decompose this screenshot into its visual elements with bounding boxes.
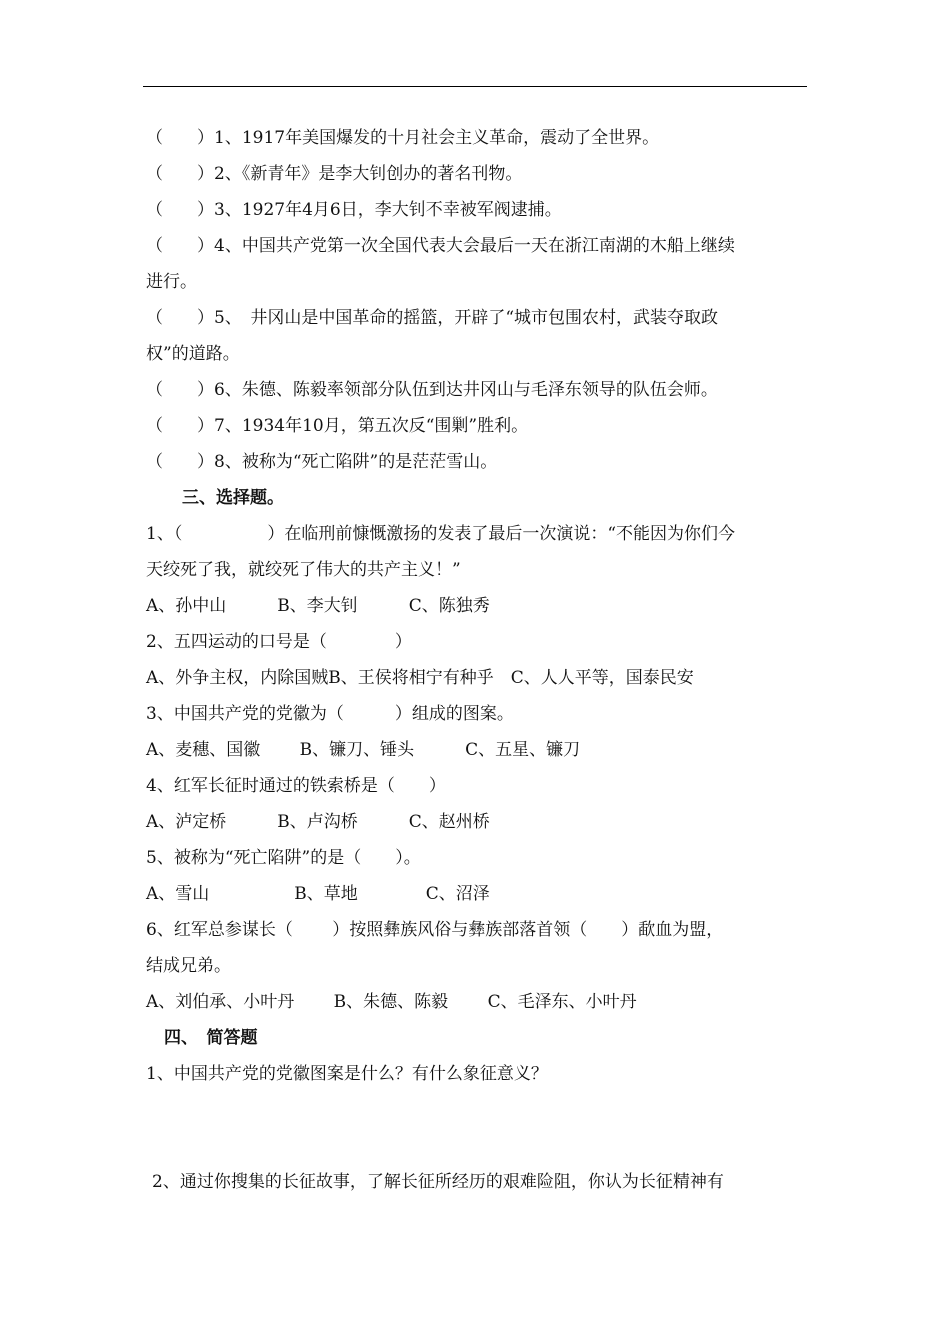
tf-item-7: （ ）7、1934年10月，第五次反“围剿”胜利。 [146, 416, 529, 436]
tf-item-4: （ ）4、中国共产党第一次全国代表大会最后一天在浙江南湖的木船上继续 [146, 236, 735, 256]
short-answer-q2: 2、通过你搜集的长征故事，了解长征所经历的艰难险阻，你认为长征精神有 [152, 1172, 724, 1192]
choice-q2-options: A、外争主权，内除国贼B、王侯将相宁有种乎 C、人人平等，国泰民安 [146, 668, 694, 688]
choice-q3-options: A、麦穗、国徽 B、镰刀、锤头 C、五星、镰刀 [146, 740, 581, 760]
short-answer-heading: 四、 简答题 [164, 1028, 258, 1048]
choice-q6-options: A、刘伯承、小叶丹 B、朱德、陈毅 C、毛泽东、小叶丹 [146, 992, 637, 1012]
choice-heading: 三、选择题。 [182, 488, 284, 508]
tf-item-1: （ ）1、1917年美国爆发的十月社会主义革命，震动了全世界。 [146, 128, 660, 148]
choice-q1-options: A、孙中山 B、李大钊 C、陈独秀 [146, 596, 490, 616]
choice-q6-cont: 结成兄弟。 [146, 956, 231, 976]
header-rule [143, 86, 807, 87]
tf-item-5-cont: 权”的道路。 [146, 344, 240, 364]
tf-item-8: （ ）8、被称为“死亡陷阱”的是茫茫雪山。 [146, 452, 498, 472]
choice-q5-options: A、雪山 B、草地 C、沼泽 [146, 884, 490, 904]
tf-item-6: （ ）6、朱德、陈毅率领部分队伍到达井冈山与毛泽东领导的队伍会师。 [146, 380, 718, 400]
choice-q2: 2、五四运动的口号是（ ） [146, 632, 412, 652]
choice-q6: 6、红军总参谋长（ ）按照彝族风俗与彝族部落首领（ ）歃血为盟， [146, 920, 724, 940]
tf-item-4-cont: 进行。 [146, 272, 197, 292]
choice-q3: 3、中国共产党的党徽为（ ）组成的图案。 [146, 704, 514, 724]
tf-item-2: （ ）2、《新青年》是李大钊创办的著名刊物。 [146, 164, 523, 184]
tf-item-3: （ ）3、1927年4月6日，李大钊不幸被军阀逮捕。 [146, 200, 562, 220]
choice-q1-cont: 天绞死了我，就绞死了伟大的共产主义！” [146, 560, 461, 580]
short-answer-q1: 1、中国共产党的党徽图案是什么？有什么象征意义？ [146, 1064, 548, 1084]
choice-q4: 4、红军长征时通过的铁索桥是（ ） [146, 776, 446, 796]
choice-q5: 5、被称为“死亡陷阱”的是（ ）。 [146, 848, 421, 868]
choice-q4-options: A、泸定桥 B、卢沟桥 C、赵州桥 [146, 812, 490, 832]
tf-item-5: （ ）5、 井冈山是中国革命的摇篮，开辟了“城市包围农村，武装夺取政 [146, 308, 719, 328]
choice-q1: 1、（ ）在临刑前慷慨激扬的发表了最后一次演说：“不能因为你们今 [146, 524, 736, 544]
